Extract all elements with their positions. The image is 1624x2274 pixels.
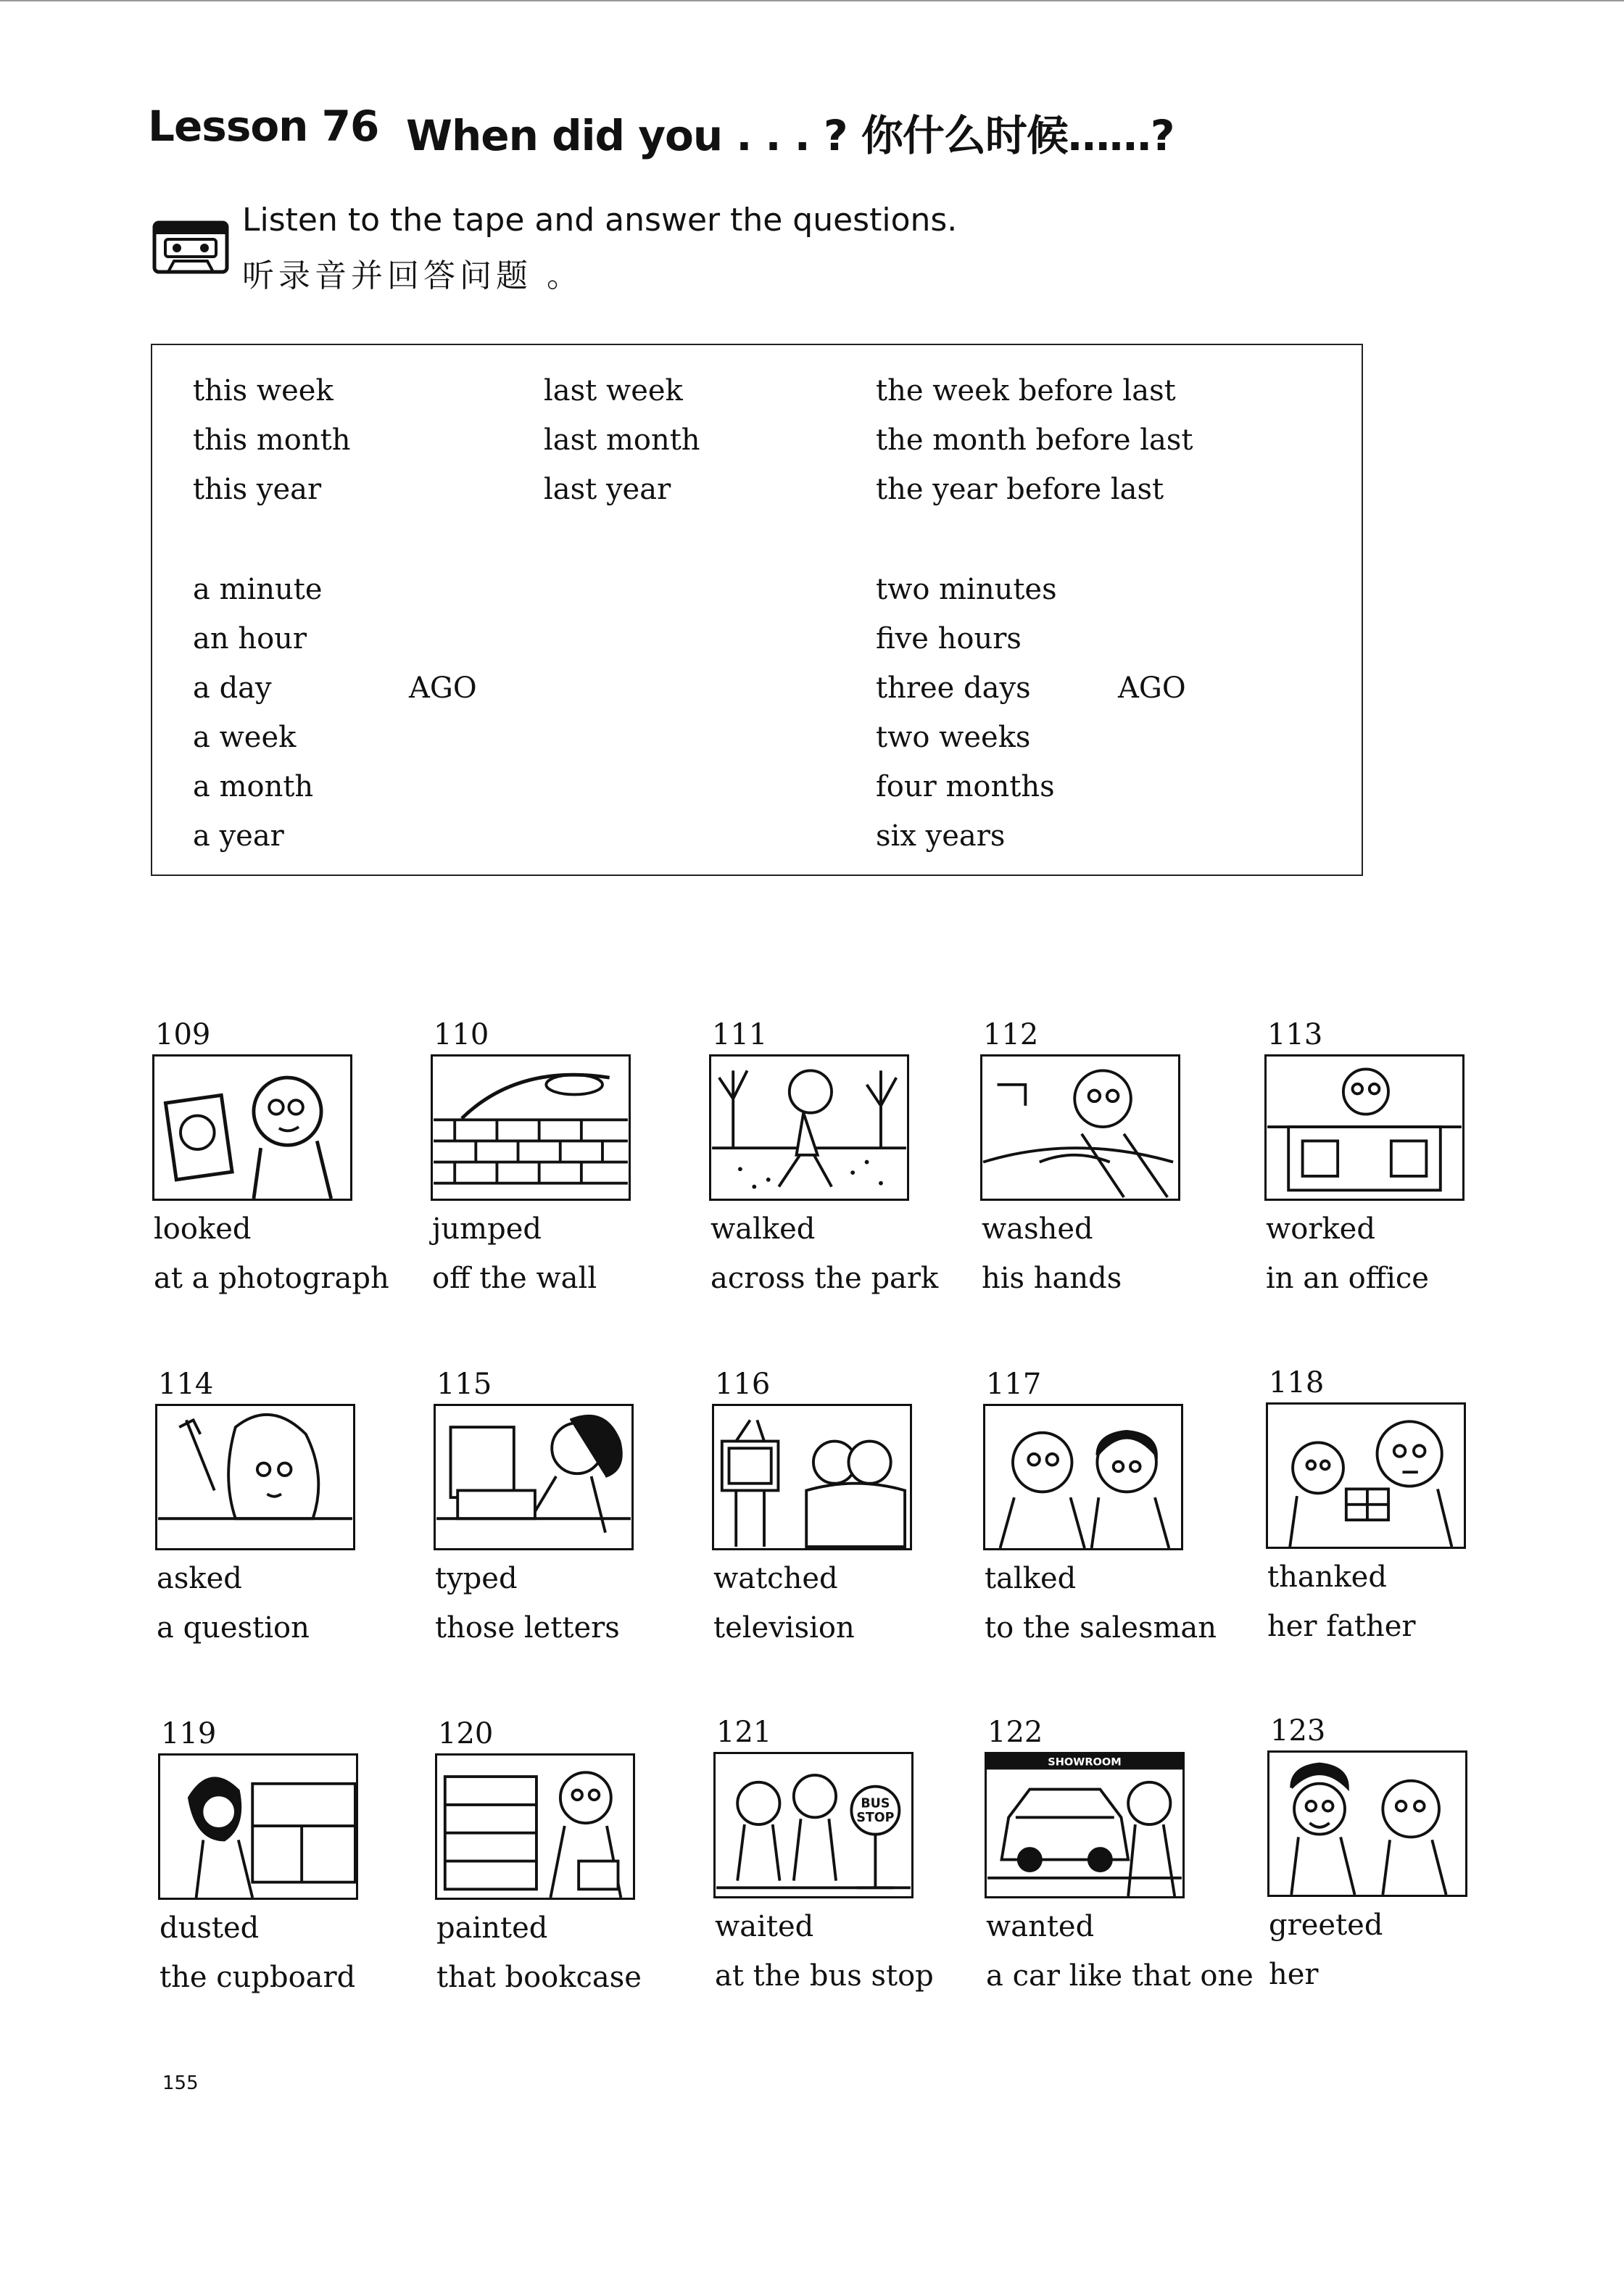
card-117 bbox=[983, 1368, 1215, 1643]
card-number: 115 bbox=[436, 1368, 492, 1401]
card-123 bbox=[1267, 1714, 1499, 1990]
wall-icon bbox=[431, 1054, 631, 1201]
card-phrase: to the salesman bbox=[985, 1611, 1217, 1645]
card-phrase: the cupboard bbox=[160, 1961, 356, 1994]
four-months: four months bbox=[876, 770, 1055, 803]
six-years: six years bbox=[876, 819, 1006, 853]
raised-hand-icon bbox=[155, 1404, 355, 1550]
card-verb: talked bbox=[985, 1562, 1077, 1595]
card-number: 110 bbox=[434, 1018, 489, 1051]
card-phrase: a question bbox=[157, 1611, 310, 1645]
sink-icon bbox=[980, 1054, 1180, 1201]
lesson-number: Lesson 76 bbox=[148, 102, 379, 151]
card-phrase: television bbox=[713, 1611, 855, 1645]
showroom-sign-text: SHOWROOM bbox=[1048, 1756, 1122, 1769]
gift-icon bbox=[1266, 1402, 1466, 1549]
lesson-heading bbox=[148, 102, 1174, 160]
year-before-last: the year before last bbox=[876, 473, 1164, 506]
cassette-icon bbox=[152, 220, 229, 274]
card-verb: greeted bbox=[1269, 1909, 1383, 1942]
card-number: 111 bbox=[712, 1018, 768, 1051]
stop-sign-text: STOP bbox=[856, 1811, 895, 1826]
card-verb: painted bbox=[436, 1911, 548, 1945]
car-icon bbox=[985, 1752, 1185, 1898]
card-phrase: a car like that one bbox=[986, 1959, 1254, 1993]
card-number: 114 bbox=[158, 1368, 214, 1401]
card-number: 116 bbox=[715, 1368, 771, 1401]
card-114 bbox=[155, 1368, 387, 1643]
two-minutes: two minutes bbox=[876, 573, 1057, 606]
card-verb: dusted bbox=[160, 1911, 260, 1945]
card-118 bbox=[1266, 1366, 1498, 1642]
card-109 bbox=[152, 1018, 389, 1295]
card-phrase: in an office bbox=[1266, 1262, 1429, 1295]
card-number: 119 bbox=[161, 1717, 217, 1750]
card-122 bbox=[985, 1716, 1254, 1993]
card-number: 109 bbox=[155, 1018, 211, 1051]
card-verb: washed bbox=[982, 1212, 1093, 1246]
card-verb: wanted bbox=[986, 1910, 1095, 1943]
card-phrase: across the park bbox=[710, 1262, 939, 1295]
card-verb: looked bbox=[154, 1212, 252, 1246]
card-112 bbox=[980, 1018, 1212, 1294]
week-before-last: the week before last bbox=[876, 374, 1176, 408]
an-hour: an hour bbox=[193, 622, 307, 656]
card-number: 113 bbox=[1267, 1018, 1323, 1051]
card-116 bbox=[712, 1368, 944, 1643]
three-days: three days bbox=[876, 671, 1031, 705]
card-phrase: her father bbox=[1267, 1610, 1416, 1643]
card-phrase: off the wall bbox=[432, 1262, 597, 1295]
instruction-chinese: 听录音并回答问题 。 bbox=[242, 257, 583, 294]
card-number: 122 bbox=[987, 1716, 1043, 1749]
ago-label-left: AGO bbox=[409, 671, 477, 705]
bookcase-icon bbox=[435, 1753, 635, 1900]
card-110 bbox=[431, 1018, 663, 1294]
card-119 bbox=[158, 1717, 390, 1993]
page-number: 155 bbox=[162, 2072, 199, 2094]
card-120 bbox=[435, 1717, 667, 1993]
a-day: a day bbox=[193, 671, 272, 705]
a-year: a year bbox=[193, 819, 284, 853]
card-number: 120 bbox=[438, 1717, 494, 1750]
bus-sign-text: BUS bbox=[861, 1796, 890, 1811]
lesson-title: When did you . . . ? 你什么时候……? bbox=[406, 111, 1174, 160]
five-hours: five hours bbox=[876, 622, 1022, 656]
card-phrase: at the bus stop bbox=[715, 1959, 934, 1993]
a-week: a week bbox=[193, 721, 297, 754]
card-phrase: at a photograph bbox=[154, 1262, 389, 1295]
desk-icon bbox=[1264, 1054, 1464, 1201]
card-number: 117 bbox=[986, 1368, 1042, 1401]
this-year: this year bbox=[193, 473, 322, 506]
card-phrase: her bbox=[1269, 1958, 1319, 1991]
card-phrase: that bookcase bbox=[436, 1961, 642, 1994]
card-phrase: those letters bbox=[435, 1611, 620, 1645]
bus-stop-icon bbox=[713, 1752, 914, 1898]
card-113 bbox=[1264, 1018, 1496, 1294]
card-verb: jumped bbox=[432, 1212, 542, 1246]
time-expressions-box bbox=[151, 344, 1363, 876]
card-111 bbox=[709, 1018, 941, 1294]
card-verb: waited bbox=[715, 1910, 814, 1943]
last-month: last month bbox=[544, 423, 700, 457]
a-minute: a minute bbox=[193, 573, 323, 606]
ago-label-right: AGO bbox=[1118, 671, 1186, 705]
this-week: this week bbox=[193, 374, 334, 408]
card-121 bbox=[713, 1716, 945, 1991]
photograph-icon bbox=[152, 1054, 352, 1201]
card-number: 118 bbox=[1269, 1366, 1325, 1399]
card-verb: asked bbox=[157, 1562, 242, 1595]
month-before-last: the month before last bbox=[876, 423, 1193, 457]
card-verb: typed bbox=[435, 1562, 518, 1595]
greeting-icon bbox=[1267, 1750, 1467, 1897]
cupboard-icon bbox=[158, 1753, 358, 1900]
last-week: last week bbox=[544, 374, 683, 408]
this-month: this month bbox=[193, 423, 351, 457]
television-icon bbox=[712, 1404, 912, 1550]
instruction-english: Listen to the tape and answer the questions. bbox=[242, 202, 958, 239]
card-verb: walked bbox=[710, 1212, 816, 1246]
card-number: 123 bbox=[1270, 1714, 1326, 1748]
two-people-icon bbox=[983, 1404, 1183, 1550]
card-phrase: his hands bbox=[982, 1262, 1122, 1295]
top-rule bbox=[0, 0, 1624, 1]
card-115 bbox=[434, 1368, 666, 1643]
card-verb: worked bbox=[1266, 1212, 1375, 1246]
a-month: a month bbox=[193, 770, 314, 803]
typewriter-icon bbox=[434, 1404, 634, 1550]
card-verb: thanked bbox=[1267, 1560, 1387, 1594]
last-year: last year bbox=[544, 473, 671, 506]
park-icon bbox=[709, 1054, 909, 1201]
card-verb: watched bbox=[713, 1562, 838, 1595]
card-number: 112 bbox=[983, 1018, 1039, 1051]
card-number: 121 bbox=[716, 1716, 772, 1749]
two-weeks: two weeks bbox=[876, 721, 1031, 754]
